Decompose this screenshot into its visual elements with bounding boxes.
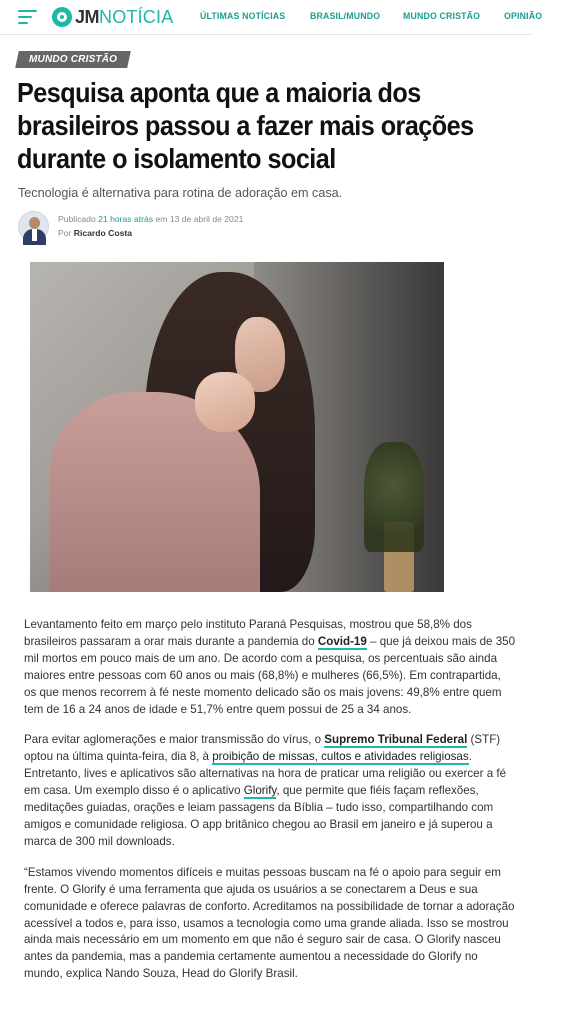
nav-brasil-mundo[interactable]: BRASIL/MUNDO [309,11,380,22]
link-covid-19[interactable]: Covid-19 [317,634,367,648]
category-badge[interactable] [15,51,131,68]
link-proibicao-missas[interactable]: proibição de missas, cultos e atividades religiosas [212,750,469,764]
nav-opiniao[interactable]: OPINIÃO [503,11,543,22]
category-label: MUNDO CRISTÃO [29,54,118,65]
published-prefix: Publicado [58,214,96,224]
article-body [24,617,516,997]
logo-jm-text: JM [75,6,100,27]
author-info [58,228,132,238]
nav-ultimas-noticias[interactable]: ÚLTIMAS NOTÍCIAS [200,11,286,22]
site-header [0,0,543,35]
link-glorify[interactable]: Glorify [243,784,277,798]
menu-icon[interactable] [18,10,37,25]
site-logo[interactable] [52,6,173,28]
article-hero-image [30,262,444,592]
by-prefix: Por [58,228,72,238]
relative-time: 21 horas atrás [98,214,154,224]
paragraph-3: “Estamos vivendo momentos difíceis e muitas pessoas buscam na fé o apoio para seguir em frente. O Glorify é uma ferramenta que ajuda os usuários a se conectarem a Deus e sua comunidade e oferece palavras de conforto. Acreditamos na possibilidade de tornar a adoração acessível a todos e, para isso, usamos a tecnologia como uma grande aliada. Isso se mostrou ainda mais necessário em um momento em que não é seguro sair de casa. O Glorify nasceu antes da pandemia, mas a pandemia certamente aumentou a necessidade do Glorify no mundo, explica Nando Souza, Head do Glorify Brasil. [24,865,515,981]
author-name[interactable]: Ricardo Costa [73,228,133,238]
main-nav [200,11,562,22]
date-prefix: em [155,214,168,224]
logo-noticia-text: NOTÍCIA [99,6,174,27]
logo-mark-icon [52,7,72,27]
link-supremo-tribunal-federal[interactable]: Supremo Tribunal Federal [324,733,468,747]
paragraph-1: Levantamento feito em março pelo instituto Paraná Pesquisas, mostrou que 58,8% dos brasileiros passaram a orar mais durante a pandemia do Covid-19 – que já deixou mais de 350 mil mortos em pouco mais de um ano. De acordo com a pesquisa, os percentuais são ainda maiores entre pessoas com 60 anos ou mais (68,8%) e mulheres (66,5%). Em contrapartida, os que menos recorrem à fé neste momento delicado são os mais jovens: 49,8% entre quem tem de 16 a 24 anos de idade e 51,7% entre quem possui de 25 a 34 anos. [24,618,516,716]
article-subtitle: Tecnologia é alternativa para rotina de adoração em casa. [18,186,343,200]
publish-date: 13 de abril de 2021 [169,214,244,224]
author-avatar[interactable] [18,211,49,242]
paragraph-2: Para evitar aglomerações e maior transmissão do vírus, o Supremo Tribunal Federal (STF) optou na última quinta-feira, dia 8, à proibição de missas, cultos e atividades religiosas. Entretanto, lives e aplicativos são alternativas na hora de praticar uma religião ou exercer a fé em casa. Um exemplo disso é o aplicativo Glorify, que permite que fiéis façam reflexões, meditações guiadas, orações e leiam passagens da Bíblia – tudo isso, compartilhando com amigos e comunidade religiosa. O app britânico chegou ao Brasil em janeiro e já superou a marca de 300 mil downloads. [24,733,507,848]
nav-mundo-cristao[interactable]: MUNDO CRISTÃO [403,11,481,22]
article-headline: Pesquisa aponta que a maioria dos brasileiros passou a fazer mais orações durante o isolamento social [17,77,474,174]
publish-info [58,214,243,224]
